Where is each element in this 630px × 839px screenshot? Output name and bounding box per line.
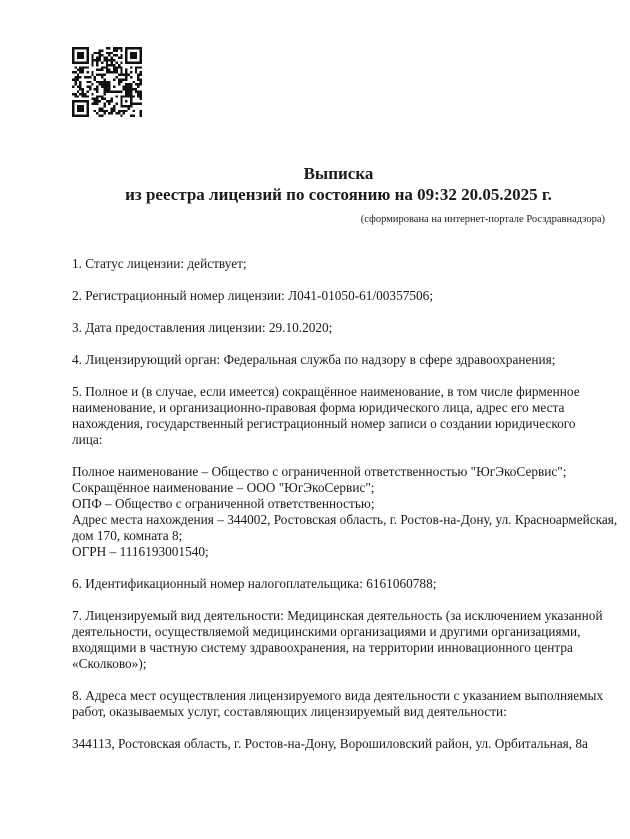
org-ogrn: ОГРН – 1116193001540; xyxy=(72,544,209,559)
formation-note: (сформирована на интернет-портале Росздравнадзора) xyxy=(360,214,605,225)
org-legal-form: ОПФ – Общество с ограниченной ответственностью; xyxy=(72,496,375,511)
taxpayer-inn: 6. Идентификационный номер налогоплательщика: 6161060788; xyxy=(72,576,437,591)
org-info-heading: 5. Полное и (в случае, если имеется) сокращённое наименование, в том числе фирменное наименование, и организационно-правовая форма юридического лица, адрес его места нахождения, государственный регистрационный номер записи о создании юридического лица: xyxy=(72,384,580,447)
activity-address: 344113, Ростовская область, г. Ростов-на-Дону, Ворошиловский район, ул. Орбитальная, 8а xyxy=(72,736,588,751)
qr-code-icon xyxy=(72,47,142,117)
org-short-name: Сокращённое наименование – ООО "ЮгЭкоСервис"; xyxy=(72,480,375,495)
org-address-line1: Адрес места нахождения – 344002, Ростовская область, г. Ростов-на-Дону, ул. Красноармейская, xyxy=(72,512,618,527)
licensed-activity: 7. Лицензируемый вид деятельности: Медицинская деятельность (за исключением указанной деятельности, осуществляемой медицинскими организациями и другими организациями, входящими в частную систему здравоохранения, на территории инновационного центра «Сколково»); xyxy=(72,608,603,671)
org-address-line2: дом 170, комната 8; xyxy=(72,528,183,543)
license-grant-date: 3. Дата предоставления лицензии: 29.10.2020; xyxy=(72,320,333,335)
document-body xyxy=(72,163,618,752)
license-registration-number: 2. Регистрационный номер лицензии: Л041-01050-61/00357506; xyxy=(72,288,434,303)
org-info-block xyxy=(72,464,618,560)
org-full-name: Полное наименование – Общество с ограниченной ответственностью "ЮгЭкоСервис"; xyxy=(72,464,567,479)
licensing-authority: 4. Лицензирующий орган: Федеральная служба по надзору в сфере здравоохранения; xyxy=(72,352,556,367)
document-title: Выписка xyxy=(303,164,374,183)
license-status: 1. Статус лицензии: действует; xyxy=(72,256,247,271)
document-title-date: из реестра лицензий по состоянию на 09:32 20.05.2025 г. xyxy=(125,185,552,204)
activity-addresses-heading: 8. Адреса мест осуществления лицензируемого вида деятельности с указанием выполняемых работ, оказываемых услуг, составляющих лицензируемый вид деятельности: xyxy=(72,688,604,719)
